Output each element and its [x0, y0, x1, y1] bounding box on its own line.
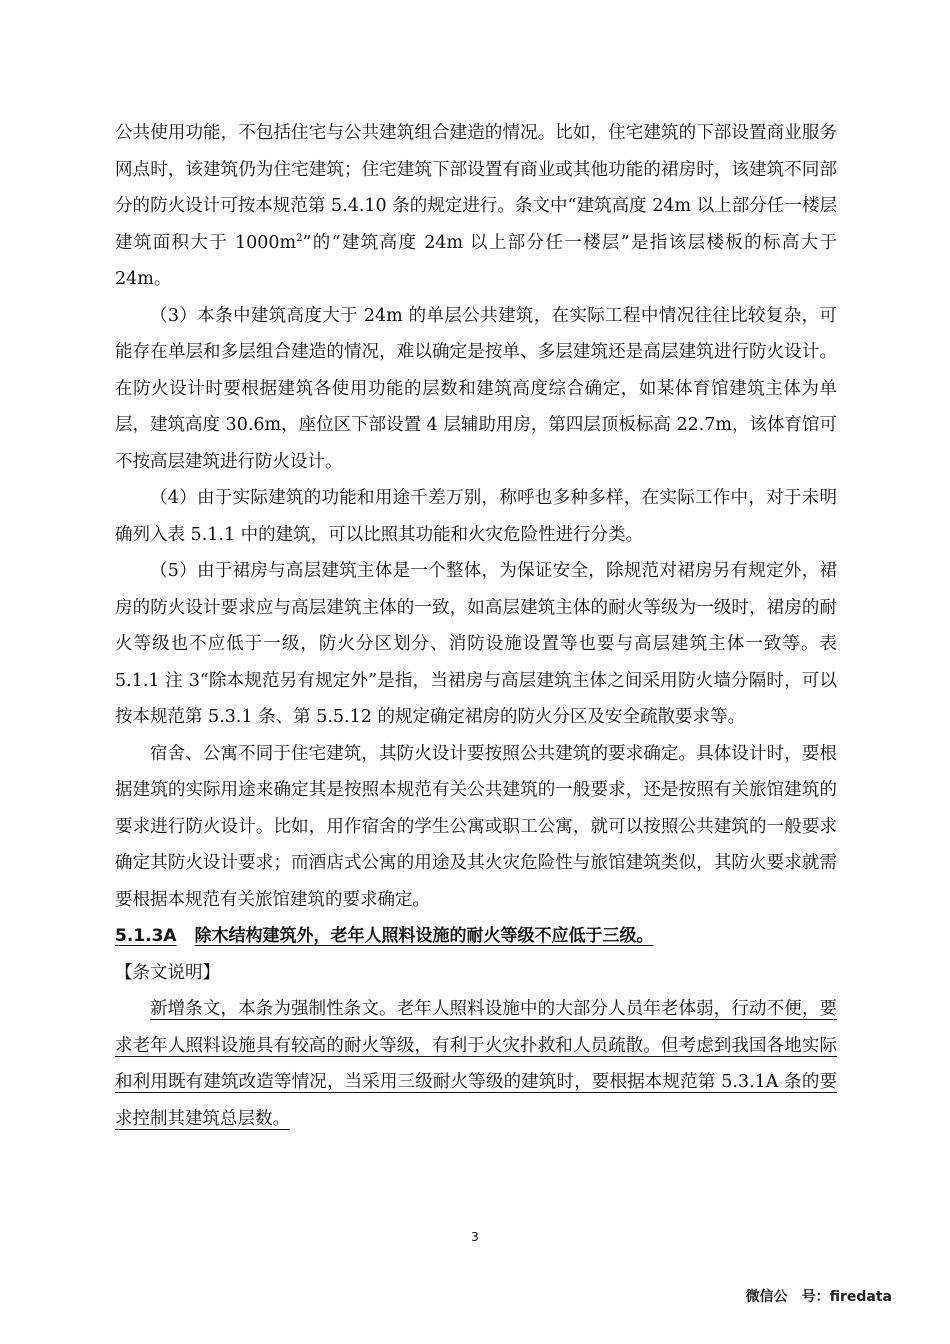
paragraph-item-5: （5）由于裙房与高层建筑主体是一个整体，为保证安全，除规范对裙房另有规定外，裙房的防火设计要求应与高层建筑主体的一致，如高层建筑主体的耐火等级为一级时，裙房的耐火等级也不应低于一级，防火分区划分、消防设施设置等也要与高层建筑主体一致等。表 5.1.1 注 3“除本规范另有规定外”是指，当裙房与高层建筑主体之间采用防火墙分隔时，可以按本规范第 5.3.1 条、第 5.5.12 的规定确定裙房的防火分区及安全疏散要求等。: [115, 561, 837, 727]
clause-5-1-3a: [115, 918, 837, 955]
explanation-body: 新增条文，本条为强制性条文。老年人照料设施中的大部分人员年老体弱，行动不便，要求老年人照料设施具有较高的耐火等级，有利于火灾扑救和人员疏散。但考虑到我国各地实际和利用既有建筑改造等情况，当采用三级耐火等级的建筑时，要根据本规范第 5.3.1A 条的要求控制其建筑总层数。: [115, 999, 837, 1129]
paragraph-item-3: （3）本条中建筑高度大于 24m 的单层公共建筑，在实际工程中情况往往比较复杂，可能存在单层和多层组合建造的情况，难以确定是按单、多层建筑还是高层建筑进行防火设计。在防火设计时要根据建筑各使用功能的层数和建筑高度综合确定，如某体育馆建筑主体为单层，建筑高度 30.6m，座位区下部设置 4 层辅助用房，第四层顶板标高 22.7m，该体育馆可不按高层建筑进行防火设计。: [115, 305, 838, 472]
watermark: 微信公 号：firedata: [745, 1289, 892, 1305]
clause-text: 除木结构建筑外，老年人照料设施的耐火等级不应低于三级。: [194, 926, 654, 946]
paragraph-item-4: （4）由于实际建筑的功能和用途千差万别，称呼也多种多样，在实际工作中，对于未明确列入表 5.1.1 中的建筑，可以比照其功能和火灾危险性进行分类。: [115, 488, 837, 545]
body-text: [115, 115, 837, 1137]
explanation-heading: 【条文说明】: [115, 962, 220, 983]
paragraph-continuation: 公共使用功能，不包括住宅与公共建筑组合建造的情况。比如，住宅建筑的下部设置商业服务网点时，该建筑仍为住宅建筑；住宅建筑下部设置有商业或其他功能的裙房时，该建筑不同部分的防火设计可按本规范第 5.4.10 条的规定进行。条文中“建筑高度 24m 以上部分任一楼层建筑面积大于 $1000m^2$”的“建筑高度 24m 以上部分任一楼层”是指该层楼板的标高大于 24m。: [115, 123, 838, 289]
superscript: 2: [296, 232, 303, 244]
paragraph-dormitory: 宿舍、公寓不同于住宅建筑，其防火设计要按照公共建筑的要求确定。具体设计时，要根据建筑的实际用途来确定其是按照本规范有关公共建筑的一般要求，还是按照有关旅馆建筑的要求进行防火设计。比如，用作宿舍的学生公寓或职工公寓，就可以按照公共建筑的一般要求确定其防火设计要求；而酒店式公寓的用途及其火灾危险性与旅馆建筑类似，其防火要求就需要根据本规范有关旅馆建筑的要求确定。: [115, 743, 837, 910]
page-number: 3: [471, 1230, 479, 1244]
clause-number: 5.1.3A: [115, 926, 177, 946]
